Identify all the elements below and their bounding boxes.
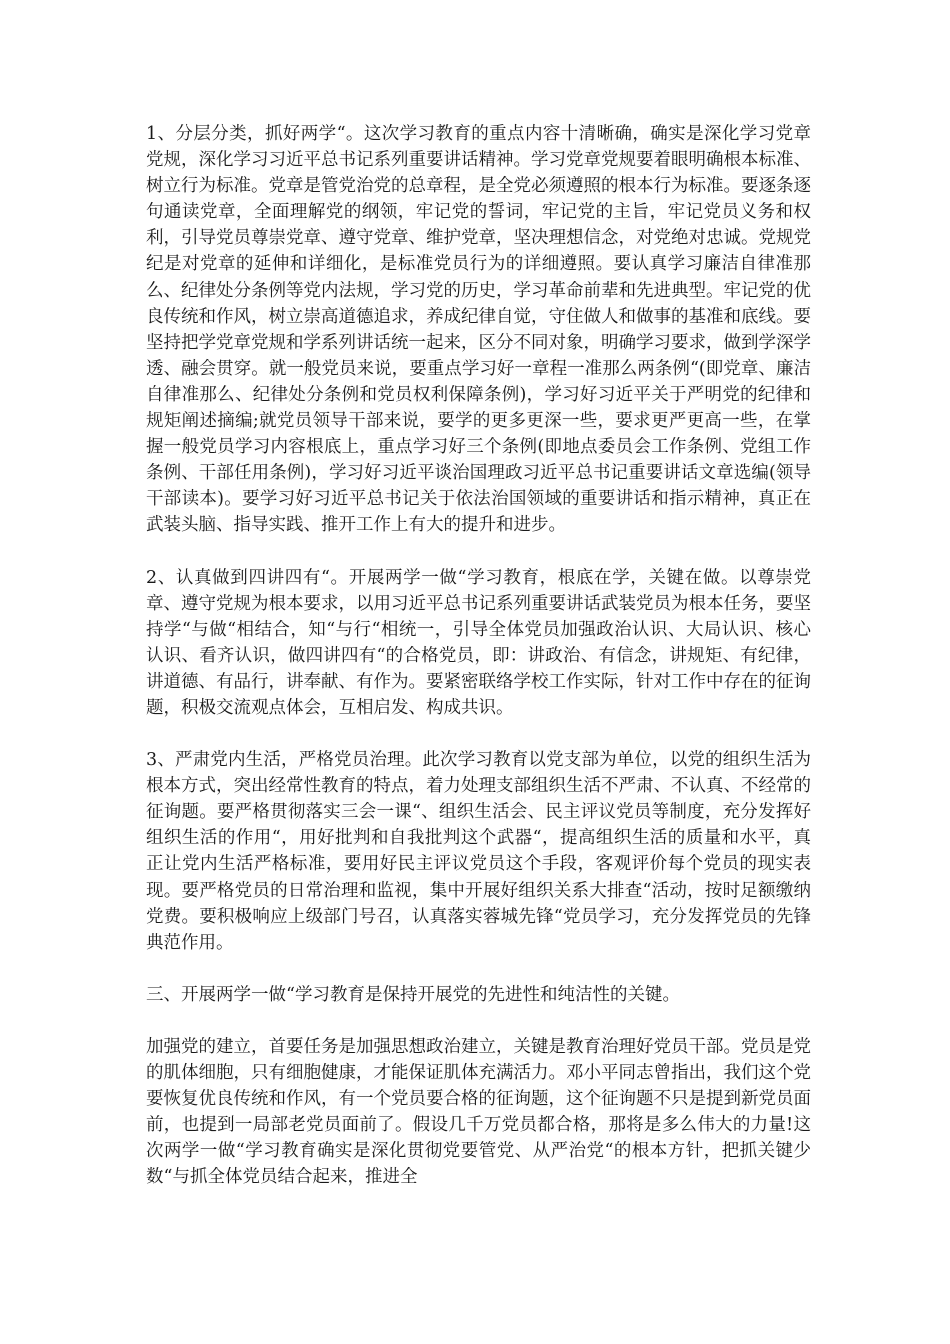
paragraph-3: 3、严肃党内生活，严格党员治理。此次学习教育以党支部为单位，以党的组织生活为根本方式，突出经常性教育的特点，着力处理支部组织生活不严肃、不认真、不经常的征询题。要严格贯彻落实三会一课“、组织生活会、民主评议党员等制度，充分发挥好组织生活的作用“，用好批判和自我批判这个武器“，提高组织生活的质量和水平，真正让党内生活严格标准，要用好民主评议党员这个手段，客观评价每个党员的现实表现。要严格党员的日常治理和监视，集中开展好组织关系大排查“活动，按时足额缴纳党费。要积极响应上级部门号召，认真落实蓉城先锋“党员学习，充分发挥党员的先锋典范作用。 [146, 750, 811, 953]
paragraph-1: 1、分层分类，抓好两学“。这次学习教育的重点内容十清晰确，确实是深化学习党章党规，深化学习习近平总书记系列重要讲话精神。学习党章党规要着眼明确根本标准、树立行为标准。党章是管党治党的总章程，是全党必须遵照的根本行为标准。要逐条逐句通读党章，全面理解党的纲领，牢记党的誓词，牢记党的主旨，牢记党员义务和权利，引导党员尊崇党章、遵守党章、维护党章，坚决理想信念，对党绝对忠诚。党规党纪是对党章的延伸和详细化，是标准党员行为的详细遵照。要认真学习廉洁自律准那么、纪律处分条例等党内法规，学习党的历史，学习革命前辈和先进典型。牢记党的优良传统和作风，树立崇高道德追求，养成纪律自觉，守住做人和做事的基准和底线。要坚持把学党章党规和学系列讲话统一起来，区分不同对象，明确学习要求，做到学深学透、融会贯穿。就一般党员来说，要重点学习好一章程一准那么两条例“(即党章、廉洁自律准那么、纪律处分条例和党员权利保障条例)，学习好习近平关于严明党的纪律和规矩阐述摘编;就党员领导干部来说，要学的更多更深一些，要求更严更高一些，在掌握一般党员学习内容根底上，重点学习好三个条例(即地点委员会工作条例、党组工作条例、干部任用条例)，学习好习近平谈治国理政习近平总书记重要讲话文章选编(领导干部读本)。要学习好习近平总书记关于依法治国领域的重要讲话和指示精神，真正在武装头脑、指导实践、推开工作上有大的提升和进步。 [146, 124, 811, 536]
document-page [146, 121, 811, 1216]
paragraph-2: 2、认真做到四讲四有“。开展两学一做“学习教育，根底在学，关键在做。以尊崇党章、遵守党规为根本要求，以用习近平总书记系列重要讲话武装党员为根本任务，要坚持学“与做“相结合，知“与行“相统一，引导全体党员加强政治认识、大局认识、核心认识、看齐认识，做四讲四有“的合格党员，即：讲政治、有信念，讲规矩、有纪律，讲道德、有品行，讲奉献、有作为。要紧密联络学校工作实际，针对工作中存在的征询题，积极交流观点体会，互相启发、构成共识。 [146, 567, 811, 718]
paragraph-4: 加强党的建立，首要任务是加强思想政治建立，关键是教育治理好党员干部。党员是党的肌体细胞，只有细胞健康，才能保证肌体充满活力。邓小平同志曾指出，我们这个党要恢复优良传统和作风，有一个党员要合格的征询题，这个征询题不只是提到新党员面前，也提到一局部老党员面前了。假设几千万党员都合格，那将是多么伟大的力量!这次两学一做“学习教育确实是深化贯彻党要管党、从严治党“的根本方针，把抓关键少数“与抓全体党员结合起来，推进全 [146, 1036, 811, 1188]
section-heading: 三、开展两学一做“学习教育是保持开展党的先进性和纯洁性的关键。 [146, 984, 680, 1005]
